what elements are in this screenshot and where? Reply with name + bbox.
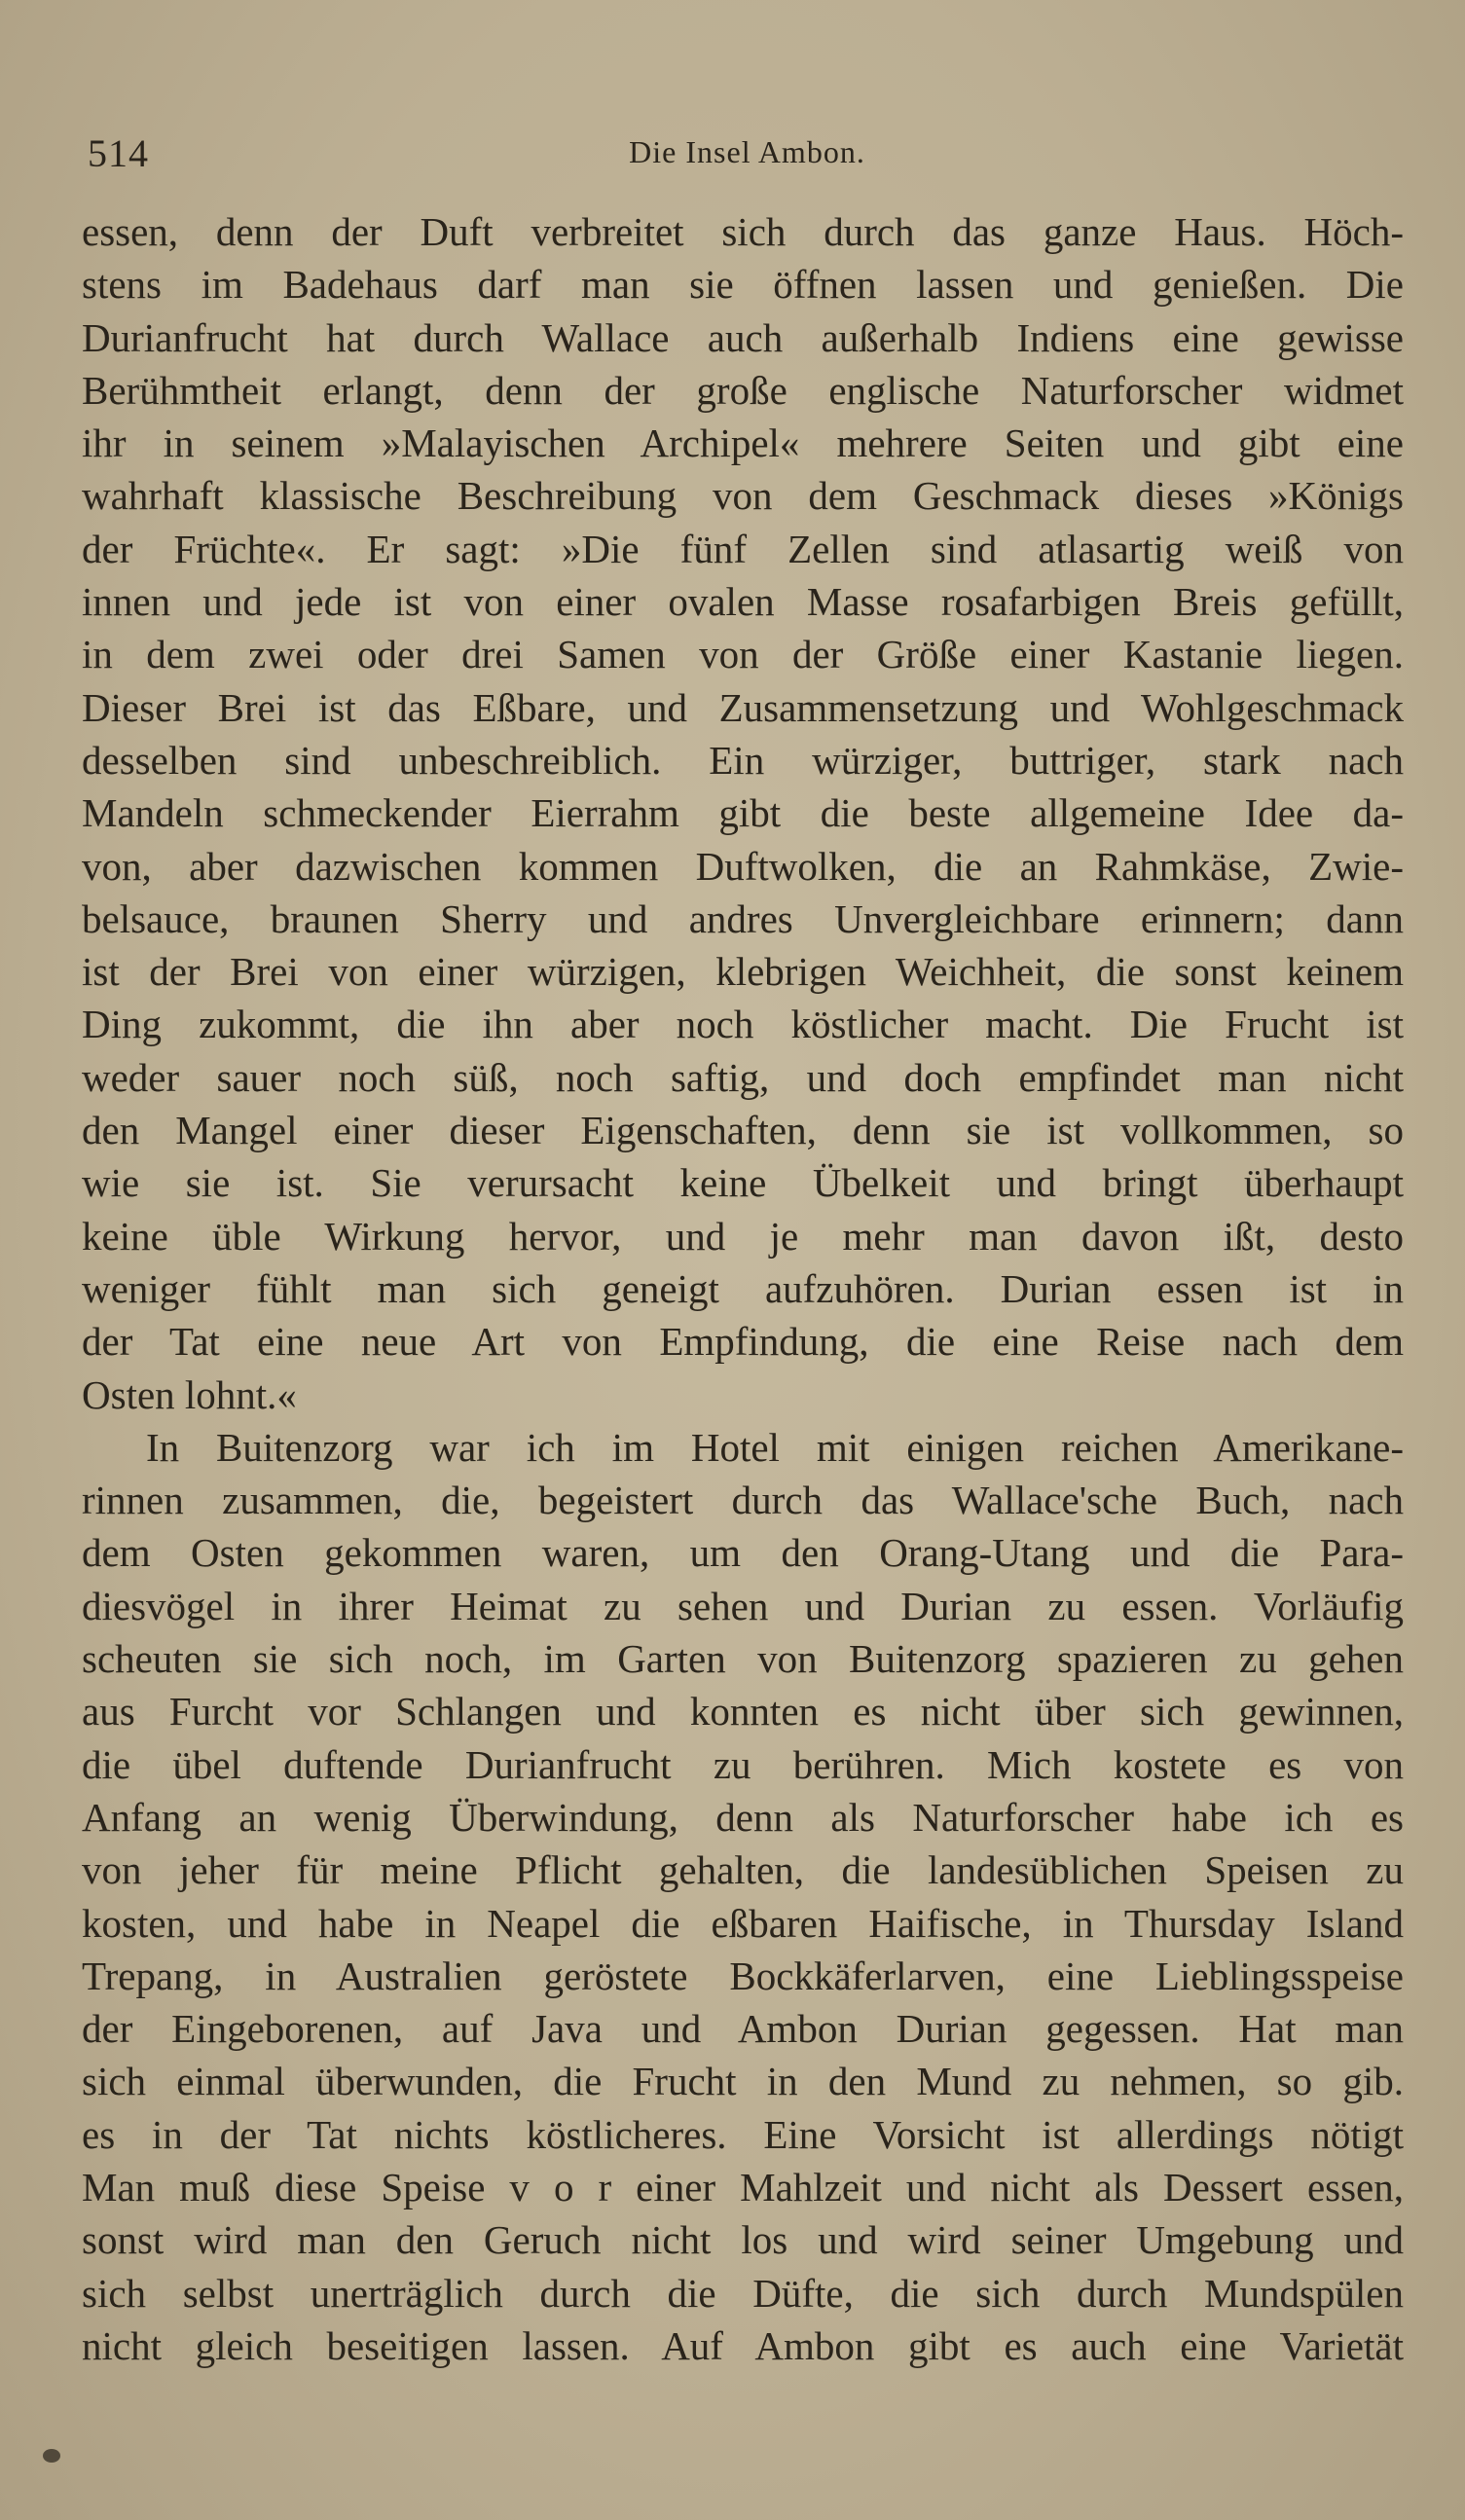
text-line: wie sie ist. Sie verursacht keine Übelkeit und bringt überhaupt [82,1160,1404,1206]
text-line: der Eingeborenen, auf Java und Ambon Durian gegessen. Hat man [82,2006,1404,2052]
text-line: die übel duftende Durianfrucht zu berühren. Mich kostete es von [82,1741,1404,1787]
text-line: innen und jede ist von einer ovalen Masse rosafarbigen Breis gefüllt, [82,579,1404,625]
text-line: dem Osten gekommen waren, um den Orang-Utang und die Para- [82,1530,1404,1576]
text-line: sich selbst unerträglich durch die Düfte, die sich durch Mundspülen [82,2270,1404,2316]
text-line: ihr in seinem »Malayischen Archipel« mehrere Seiten und gibt eine [82,420,1404,466]
text-line: Man muß diese Speise v o r einer Mahlzeit und nicht als Dessert essen, [82,2164,1404,2210]
text-line: von jeher für meine Pflicht gehalten, die landesüblichen Speisen zu [82,1847,1404,1893]
text-line: Durianfrucht hat durch Wallace auch außerhalb Indiens eine gewisse [82,314,1404,360]
text-line: wahrhaft klassische Beschreibung von dem Geschmack dieses »Königs [82,473,1404,519]
text-line: in dem zwei oder drei Samen von der Größe einer Kastanie liegen. [82,632,1404,677]
text-line: keine üble Wirkung hervor, und je mehr man davon ißt, desto [82,1213,1404,1259]
body-text [82,205,1404,2372]
text-line: belsauce, braunen Sherry und andres Unvergleichbare erinnern; dann [82,895,1404,941]
text-line: es in der Tat nichts köstlicheres. Eine Vorsicht ist allerdings nötigt [82,2111,1404,2157]
page-header [88,127,1407,177]
text-line: weder sauer noch süß, noch saftig, und doch empfindet man nicht [82,1054,1404,1100]
text-line: weniger fühlt man sich geneigt aufzuhören. Durian essen ist in [82,1265,1404,1311]
running-title: Die Insel Ambon. [629,134,865,169]
text-line: kosten, und habe in Neapel die eßbaren Haifische, in Thursday Island [82,1900,1404,1946]
ink-spot [43,2449,60,2463]
text-line: ist der Brei von einer würzigen, klebrigen Weichheit, die sonst keinem [82,949,1404,995]
text-line: der Früchte«. Er sagt: »Die fünf Zellen sind atlasartig weiß von [82,526,1404,571]
page-number: 514 [88,131,149,175]
text-line: essen, denn der Duft verbreitet sich durch das ganze Haus. Höch- [82,209,1404,254]
text-line: nicht gleich beseitigen lassen. Auf Ambon gibt es auch eine Varietät [82,2322,1404,2368]
text-line: Berühmtheit erlangt, denn der große englische Naturforscher widmet [82,367,1404,413]
text-line: sonst wird man den Geruch nicht los und wird seiner Umgebung und [82,2217,1404,2263]
text-line: scheuten sie sich noch, im Garten von Buitenzorg spazieren zu gehen [82,1636,1404,1682]
text-line: rinnen zusammen, die, begeistert durch das Wallace'sche Buch, nach [82,1478,1404,1523]
text-line: Dieser Brei ist das Eßbare, und Zusammensetzung und Wohlgeschmack [82,684,1404,730]
text-line: desselben sind unbeschreiblich. Ein würziger, buttriger, stark nach [82,737,1404,783]
text-line: diesvögel in ihrer Heimat zu sehen und Durian zu essen. Vorläufig [82,1583,1404,1628]
text-line: stens im Badehaus darf man sie öffnen lassen und genießen. Die [82,262,1404,308]
text-line: von, aber dazwischen kommen Duftwolken, die an Rahmkäse, Zwie- [82,843,1404,889]
text-line: Ding zukommt, die ihn aber noch köstlicher macht. Die Frucht ist [82,1002,1404,1047]
text-line: Anfang an wenig Überwindung, denn als Naturforscher habe ich es [82,1794,1404,1840]
paragraph-start-line: In Buitenzorg war ich im Hotel mit einigen reichen Amerikane- [146,1424,1404,1470]
text-line: aus Furcht vor Schlangen und konnten es nicht über sich gewinnen, [82,1689,1404,1735]
text-line: der Tat eine neue Art von Empfindung, die eine Reise nach dem [82,1319,1404,1365]
text-line: den Mangel einer dieser Eigenschaften, denn sie ist vollkommen, so [82,1108,1404,1153]
text-line: sich einmal überwunden, die Frucht in den Mund zu nehmen, so gib. [82,2059,1404,2104]
text-line: Mandeln schmeckender Eierrahm gibt die beste allgemeine Idee da- [82,790,1404,836]
text-line: Trepang, in Australien geröstete Bockkäferlarven, eine Lieblingsspeise [82,1953,1404,1998]
paragraph-end-line: Osten lohnt.« [82,1371,297,1417]
